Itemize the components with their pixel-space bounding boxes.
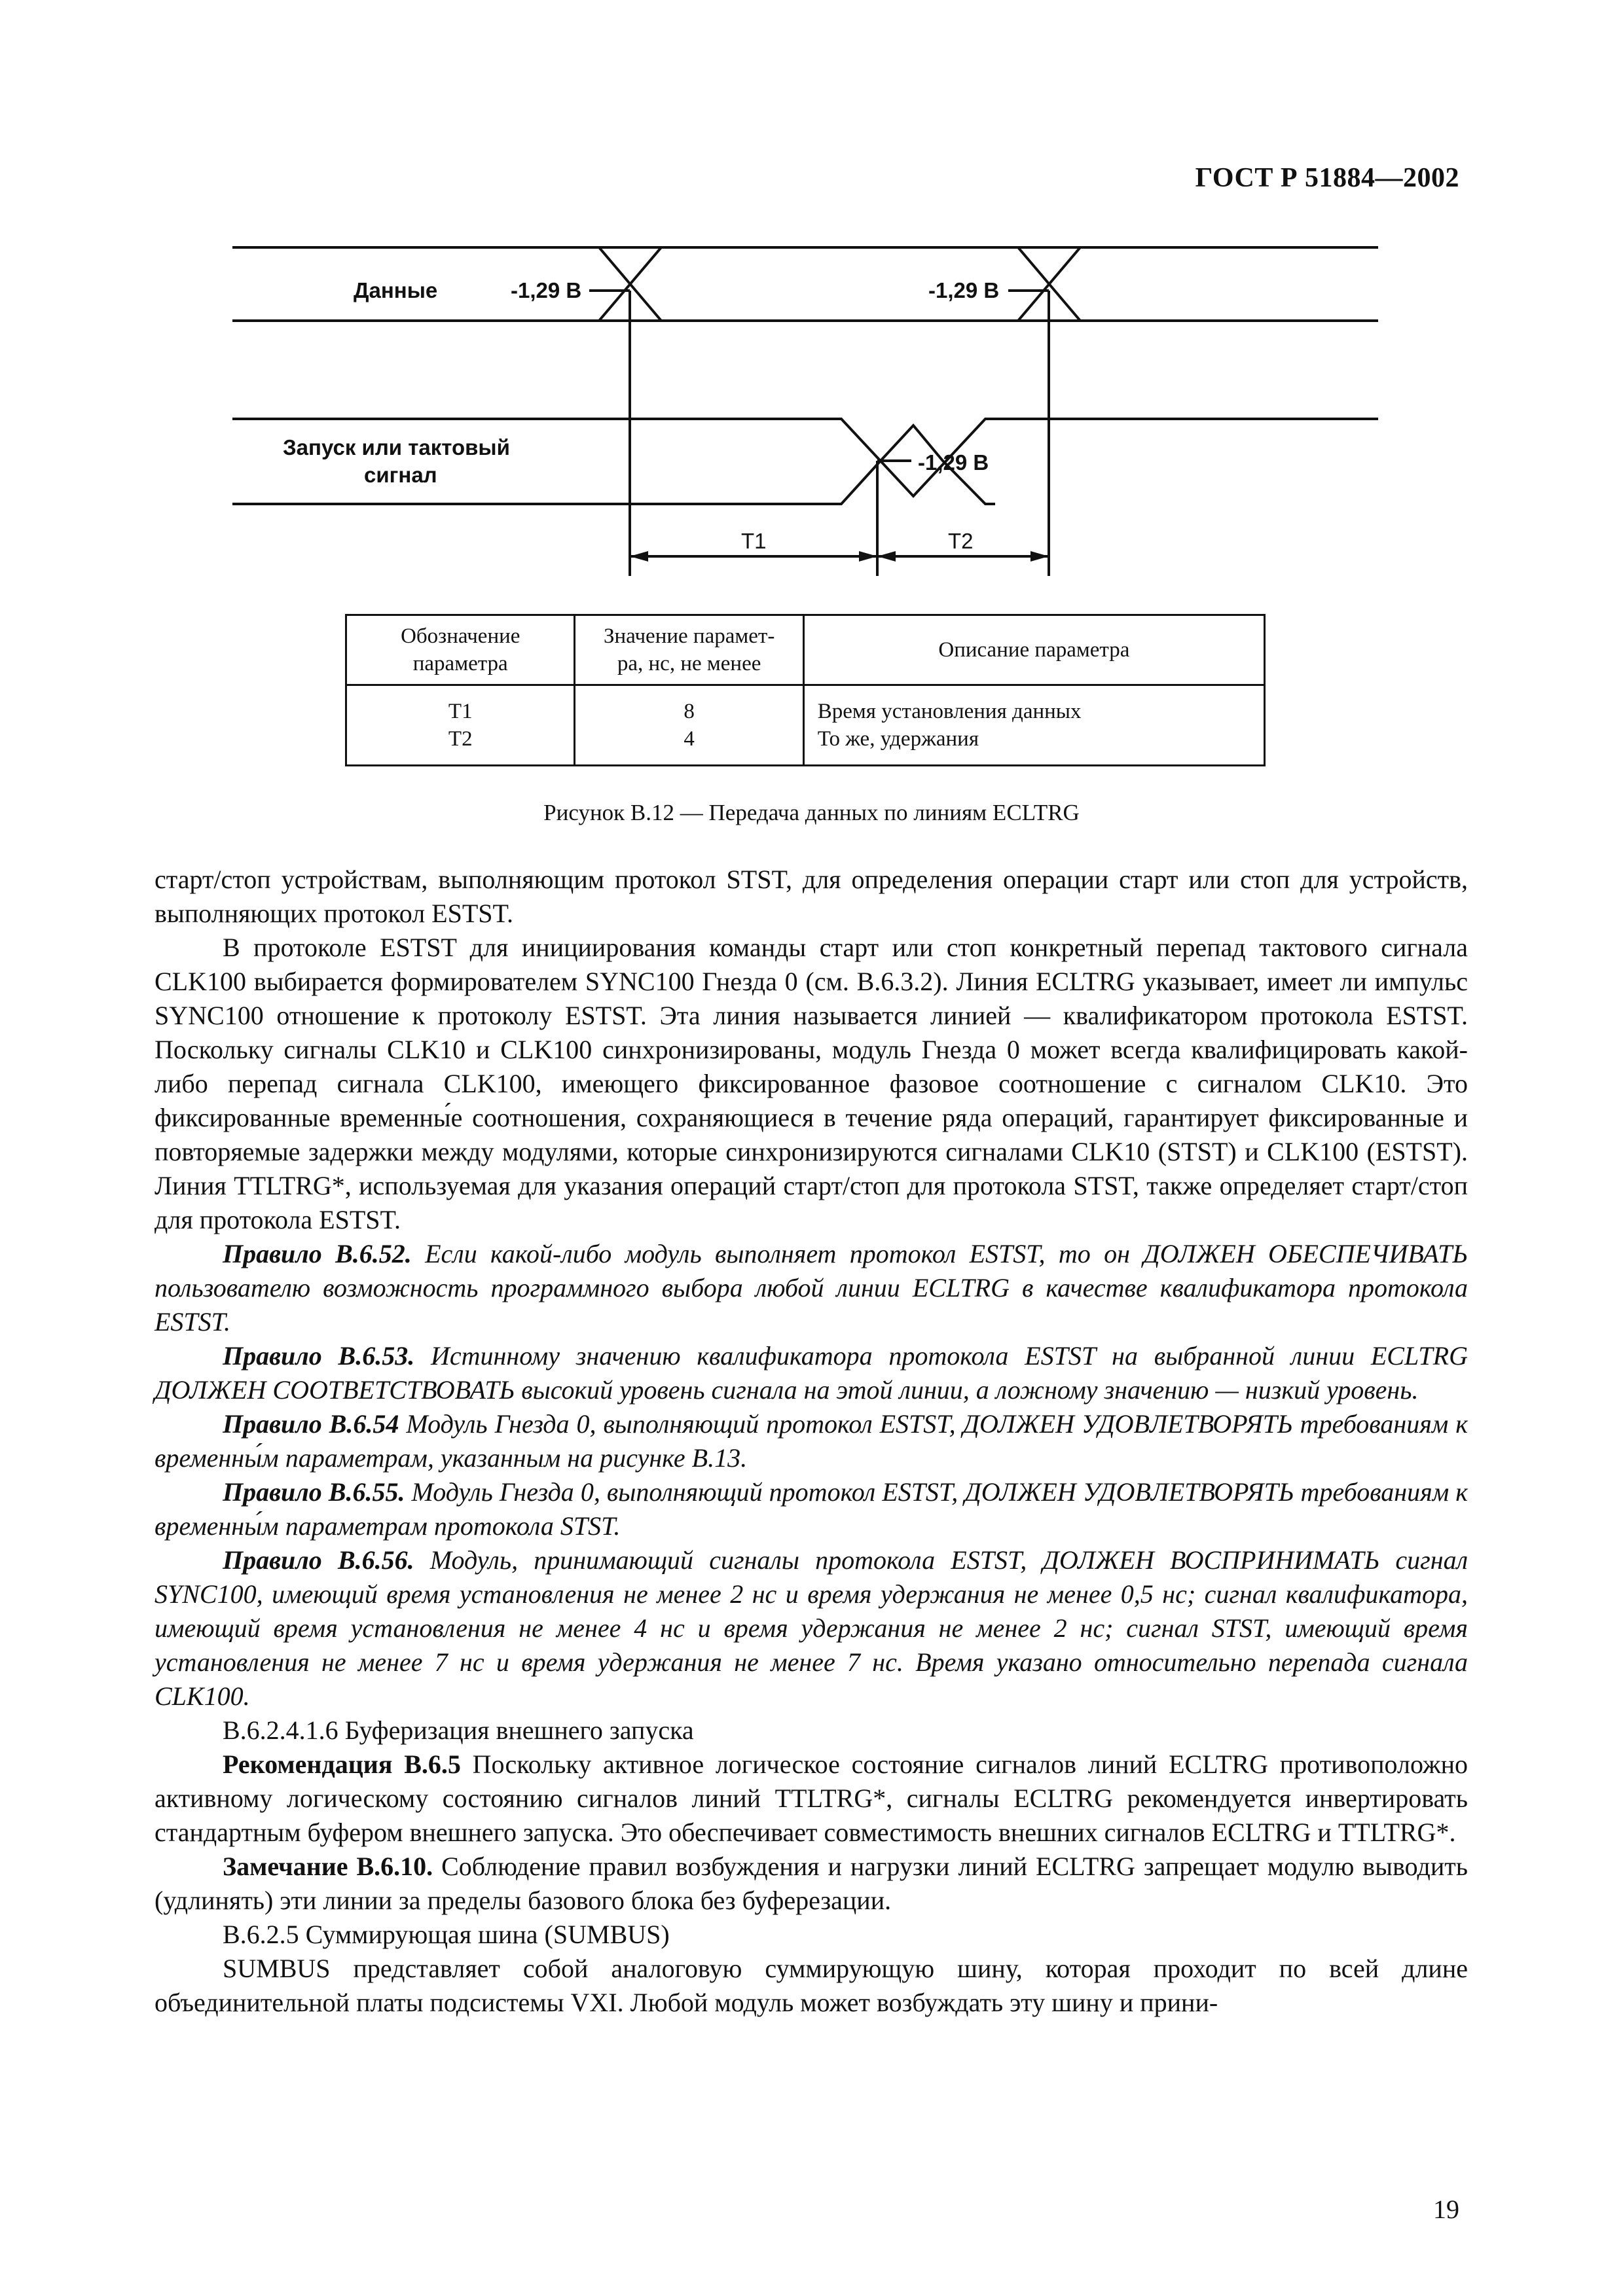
t1-arrow-right [859, 551, 877, 562]
t2-arrow-right [1030, 551, 1049, 562]
t2-arrow-left [877, 551, 896, 562]
data-signal-label: Данные [354, 278, 438, 302]
timing-diagram [0, 0, 1623, 655]
table-cell-values: 8 4 [575, 685, 803, 766]
rule-b-6-56: Правило В.6.56. Модуль, принимающий сигналы протокола ESTST, ДОЛЖЕН ВОСПРИНИМАТЬ сигнал SYNC100, имеющий время установления не менее 2 нс и время удержания не менее 0,5 нс; сигнал квалификатора, имеющий время установления не менее 4 нс и время удержания не менее 2 нс; сигнал STST, имеющий время установления не менее 7 нс и время удержания не менее 7 нс. Время указано относительно перепада сигнала CLK100. [155, 1545, 1468, 1711]
t1-label: Т1 [741, 529, 767, 553]
data-level-label-2: -1,29 В [928, 278, 1000, 302]
section-heading-sumbus: В.6.2.5 Суммирующая шина (SUMBUS) [223, 1920, 670, 1949]
section-heading-buffering: В.6.2.4.1.6 Буферизация внешнего запуска [223, 1715, 694, 1745]
rule-b-6-55: Правило В.6.55. Модуль Гнезда 0, выполняющий протокол ESTST, ДОЛЖЕН УДОВЛЕТВОРЯТЬ требованиям к временны́м параметрам протокола STST. [155, 1477, 1468, 1541]
clock-signal-label-line1: Запуск или тактовый [283, 435, 510, 459]
paragraph-continuation: старт/стоп устройствам, выполняющим протокол STST, для определения операции старт или стоп для устройств, выполняющих протокол ESTST. [155, 865, 1468, 928]
parameter-table [345, 614, 1266, 766]
table-cell-designations: Т1 Т2 [346, 685, 575, 766]
clock-waveform-low [232, 461, 881, 504]
data-level-label-1: -1,29 В [511, 278, 582, 302]
rule-b-6-52: Правило В.6.52. Если какой-либо модуль выполняет протокол ESTST, то он ДОЛЖЕН ОБЕСПЕЧИВАТЬ пользователю возможность программного выбора любой линии ECLTRG в качестве квалификатора протокола ESTST. [155, 1239, 1468, 1336]
header-parameter-value: Значение парамет- ра, нс, не менее [575, 615, 803, 685]
clock-signal-label-line2: сигнал [364, 463, 437, 487]
note-b-6-10: Замечание В.6.10. Соблюдение правил возбуждения и нагрузки линий ECLTRG запрещает модулю выводить (удлинять) эти линии за пределы базового блока без буферезации. [155, 1852, 1468, 1915]
paragraph-sumbus: SUMBUS представляет собой аналоговую суммирующую шину, которая проходит по всей длине объединительной платы подсистемы VXI. Любой модуль может возбуждать эту шину и прини- [155, 1954, 1468, 2017]
document-header: ГОСТ Р 51884—2002 [1195, 163, 1459, 193]
header-parameter-designation: Обозначение параметра [346, 615, 575, 685]
body-text [155, 863, 1468, 2020]
rule-b-6-53: Правило В.6.53. Истинному значению квалификатора протокола ESTST на выбранной линии ECLTRG ДОЛЖЕН СООТВЕТСТВОВАТЬ высокий уровень сигнала на этой линии, а ложному значению — низкий уровень. [155, 1341, 1468, 1405]
recommendation-b-6-5: Рекомендация В.6.5 Поскольку активное логическое состояние сигналов линий ECLTRG противоположно активному логическому состоянию сигналов линий TTLTRG*, сигналы ECLTRG рекомендуется инвертировать стандартным буфером внешнего запуска. Это обеспечивает совместимость внешних сигналов ECLTRG и TTLTRG*. [155, 1749, 1468, 1847]
rule-b-6-54: Правило В.6.54 Модуль Гнезда 0, выполняющий протокол ESTST, ДОЛЖЕН УДОВЛЕТВОРЯТЬ требованиям к временны́м параметрам, указанным на рисунке В.13. [155, 1409, 1468, 1473]
table-cell-descriptions: Время установления данных То же, удержания [803, 685, 1264, 766]
figure-caption: Рисунок В.12 — Передача данных по линиям ECLTRG [543, 800, 1080, 825]
t1-arrow-left [630, 551, 648, 562]
page-number: 19 [1433, 2195, 1459, 2224]
clock-level-label: -1,29 В [918, 450, 989, 475]
header-parameter-description: Описание параметра [803, 615, 1264, 685]
table-header-row [346, 615, 1265, 685]
table-row [346, 685, 1265, 766]
t2-label: Т2 [948, 529, 974, 553]
paragraph-estst-protocol: В протоколе ESTST для инициирования команды старт или стоп конкретный перепад тактового сигнала CLK100 выбирается формирователем SYNC100 Гнезда 0 (см. В.6.3.2). Линия ECLTRG указывает, имеет ли импульс SYNC100 отношение к протоколу ESTST. Эта линия называется линией — квалификатором протокола ESTST. Поскольку сигналы CLK10 и CLK100 синхронизированы, модуль Гнезда 0 может всегда квалифицировать какой-либо перепад сигнала CLK100, имеющего фиксированное фазовое соотношение с сигналом CLK10. Это фиксированные временны́е соотношения, сохраняющиеся в течение ряда операций, гарантирует фиксированные и повторяемые задержки между модулями, которые синхронизируются сигналами CLK10 (STST) и CLK100 (ESTST). Линия TTLTRG*, используемая для указания операций старт/стоп для протокола STST, также определяет старт/стоп для протокола ESTST. [155, 933, 1468, 1234]
